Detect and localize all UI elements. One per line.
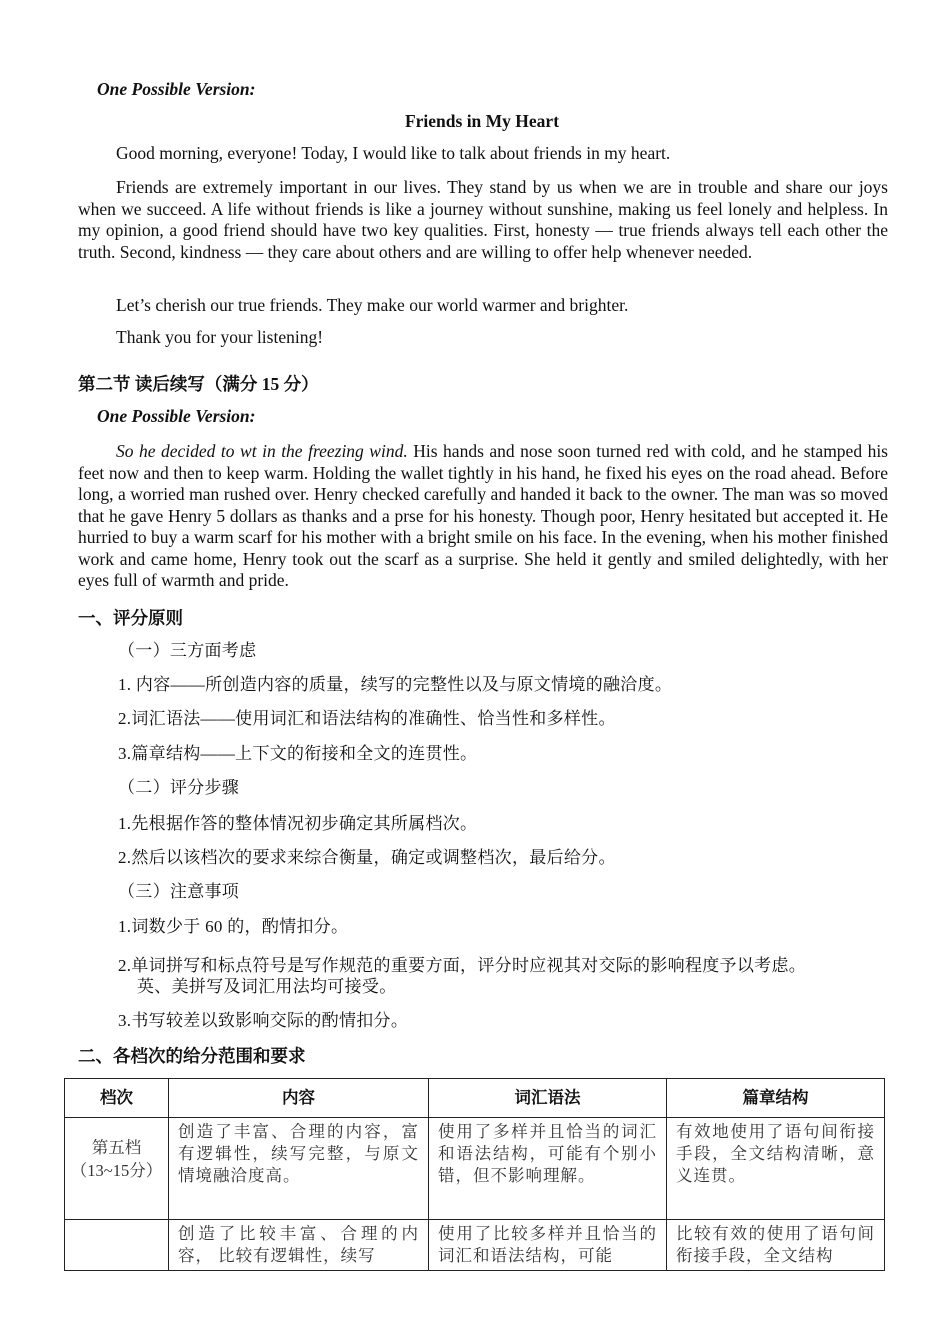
structure-cell: 比较有效的使用了语句间衔接手段，全文结构 bbox=[667, 1220, 885, 1271]
essay-paragraph-4: Thank you for your listening! bbox=[116, 327, 324, 347]
table-row bbox=[65, 1220, 885, 1271]
continuation-paragraph: So he decided to wt in the freezing wind. His hands and nose soon turned red with cold, and he stamped his feet now and then to keep warm. Holding the wallet tightly in his hand, he fixed his eyes on the road ahead. Before long, a worried man rushed over. Henry checked carefully and handed it back to the owner. The man was so moved that he gave Henry 5 dollars as thanks and a prse for his honesty. Though poor, Henry hesitated but accepted it. He hurried to buy a warm scarf for his mother with a bright smile on his face. In the evening, when his mother finished work and came home, Henry took out the scarf as a surprise. She held it gently and smiled delightedly, with her eyes full of warmth and pride. bbox=[78, 441, 888, 590]
step-item: 1.先根据作答的整体情况初步确定其所属档次。 bbox=[118, 814, 478, 833]
note-item: 3.书写较差以致影响交际的酌情扣分。 bbox=[118, 1011, 409, 1030]
grammar-cell: 使用了比较多样并且恰当的词汇和语法结构，可能 bbox=[429, 1220, 667, 1271]
version-heading-2: One Possible Version: bbox=[97, 406, 256, 426]
essay-paragraph-2: Friends are extremely important in our lives. They stand by us when we are in trouble and share our joys when we succeed. A life without friends is like a journey without sunshine, making us feel lonely and helpless. In my opinion, a good friend should have two key qualities. First, honesty — true friends always tell each other the truth. Second, kindness — they care about others and are willing to offer help whenever needed. bbox=[78, 177, 888, 262]
table-header-row bbox=[65, 1079, 885, 1118]
note-item: 1.词数少于 60 的，酌情扣分。 bbox=[118, 917, 349, 936]
step-item: 2.然后以该档次的要求来综合衡量，确定或调整档次，最后给分。 bbox=[118, 848, 616, 867]
structure-cell: 有效地使用了语句间衔接手段，全文结构清晰，意义连贯。 bbox=[667, 1118, 885, 1220]
grammar-cell: 使用了多样并且恰当的词汇和语法结构，可能有个别小错，但不影响理解。 bbox=[429, 1118, 667, 1220]
principle-item: 2.词汇语法——使用词汇和语法结构的准确性、恰当性和多样性。 bbox=[118, 709, 616, 728]
content-cell: 创造了比较丰富、合理的内容， 比较有逻辑性，续写 bbox=[169, 1220, 429, 1271]
essay-title: Friends in My Heart bbox=[404, 111, 560, 131]
content-cell: 创造了丰富、合理的内容，富有逻辑性，续写完整，与原文情境融洽度高。 bbox=[169, 1118, 429, 1220]
version-heading: One Possible Version: bbox=[97, 79, 256, 99]
principle-item: 3.篇章结构——上下文的衔接和全文的连贯性。 bbox=[118, 744, 478, 763]
table-row bbox=[65, 1118, 885, 1220]
column-header: 档次 bbox=[65, 1079, 169, 1118]
principles-subheading-1: （一）三方面考虑 bbox=[118, 641, 257, 660]
column-header: 内容 bbox=[169, 1079, 429, 1118]
section-heading: 第二节 读后续写（满分 15 分） bbox=[78, 374, 319, 394]
level-cell bbox=[65, 1220, 169, 1271]
column-header: 篇章结构 bbox=[667, 1079, 885, 1118]
principles-subheading-2: （二）评分步骤 bbox=[118, 778, 240, 797]
note-item-continuation: 英、美拼写及词汇用法均可接受。 bbox=[137, 977, 397, 996]
column-header: 词汇语法 bbox=[429, 1079, 667, 1118]
essay-paragraph-1: Good morning, everyone! Today, I would like to talk about friends in my heart. bbox=[116, 143, 671, 163]
levels-heading: 二、各档次的给分范围和要求 bbox=[78, 1046, 306, 1066]
essay-paragraph-3: Let’s cherish our true friends. They make our world warmer and brighter. bbox=[116, 295, 629, 315]
principle-item: 1. 内容——所创造内容的质量，续写的完整性以及与原文情境的融洽度。 bbox=[118, 675, 673, 694]
note-item: 2.单词拼写和标点符号是写作规范的重要方面，评分时应视其对交际的影响程度予以考虑。 bbox=[118, 956, 807, 975]
principles-subheading-3: （三）注意事项 bbox=[118, 882, 240, 901]
scoring-table bbox=[64, 1078, 885, 1271]
principles-heading: 一、评分原则 bbox=[78, 608, 183, 628]
level-cell: 第五档（13~15分） bbox=[65, 1118, 169, 1220]
